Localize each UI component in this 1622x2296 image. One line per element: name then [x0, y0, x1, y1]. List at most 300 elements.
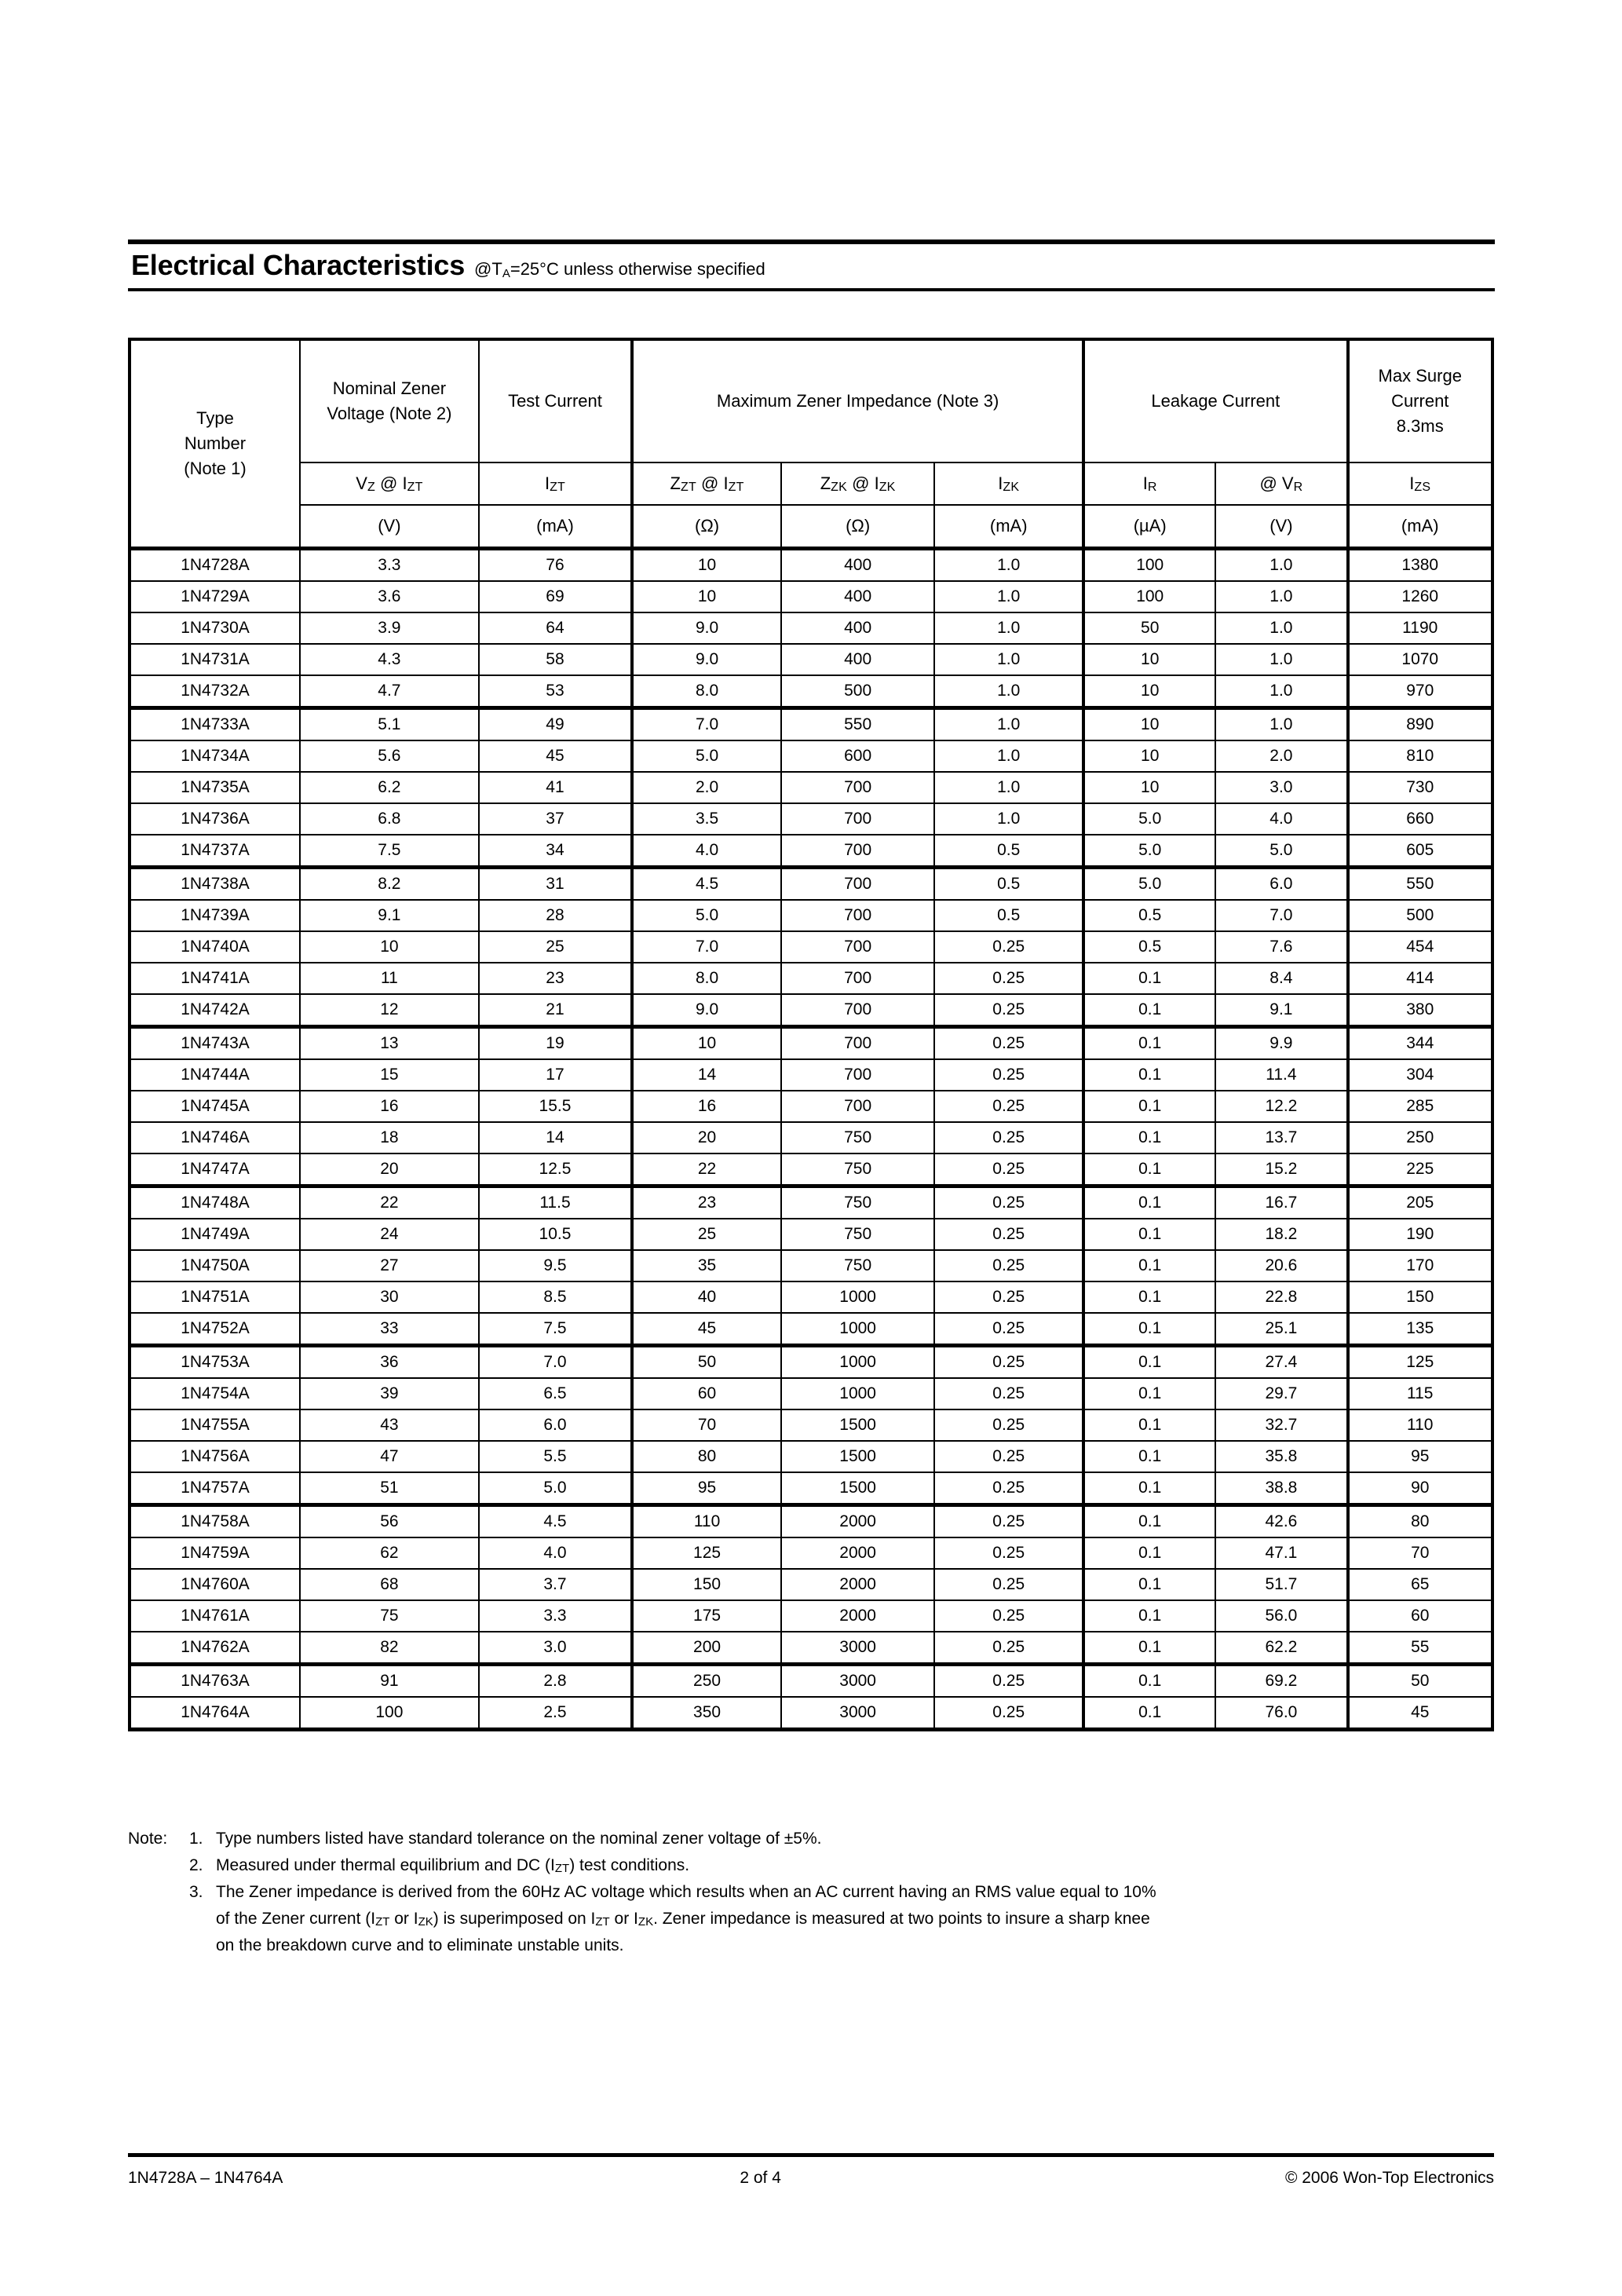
cell-izk: 1.0 — [934, 612, 1083, 644]
cell-izs: 1190 — [1348, 612, 1493, 644]
cell-ir: 0.1 — [1083, 1313, 1215, 1346]
cell-zzt: 23 — [632, 1186, 781, 1219]
cell-izt: 37 — [479, 803, 632, 835]
cell-zzt: 95 — [632, 1472, 781, 1505]
cell-zzk: 3000 — [781, 1665, 934, 1698]
cell-izt: 3.3 — [479, 1600, 632, 1632]
cell-izs: 344 — [1348, 1027, 1493, 1060]
cell-ir: 0.1 — [1083, 1472, 1215, 1505]
cell-izt: 28 — [479, 900, 632, 931]
cell-izk: 1.0 — [934, 740, 1083, 772]
cell-ir: 0.1 — [1083, 1250, 1215, 1281]
cell-izt: 3.7 — [479, 1569, 632, 1600]
cell-type-number: 1N4748A — [130, 1186, 300, 1219]
note-item-2 — [128, 1852, 1510, 1879]
type-line-1: Type — [196, 408, 234, 429]
cell-type-number: 1N4759A — [130, 1537, 300, 1569]
title-bottom-rule — [128, 288, 1495, 291]
sym-2-tail: @ I — [696, 473, 729, 493]
cell-type-number: 1N4732A — [130, 675, 300, 708]
cell-izt: 7.5 — [479, 1313, 632, 1346]
cell-izk: 0.25 — [934, 931, 1083, 963]
max-surge-line-2: Current — [1391, 391, 1449, 411]
cell-ir: 0.1 — [1083, 1122, 1215, 1153]
table-row — [130, 1697, 1492, 1730]
sym-3-tailsub: ZK — [879, 480, 896, 494]
footer-part-range: 1N4728A – 1N4764A — [128, 2169, 283, 2187]
title-row — [128, 244, 1495, 288]
header-row-groups — [130, 339, 1492, 462]
cell-type-number: 1N4756A — [130, 1441, 300, 1472]
note-3-l2-a: of the Zener current (I — [216, 1910, 376, 1929]
note-2-text-a: Measured under thermal equilibrium and DC (I — [216, 1856, 555, 1875]
unit-izk: (mA) — [934, 505, 1083, 549]
cell-ir: 10 — [1083, 644, 1215, 675]
sym-3-tail: @ I — [847, 473, 879, 493]
cell-type-number: 1N4737A — [130, 835, 300, 868]
cell-vr: 9.1 — [1215, 994, 1347, 1027]
cell-zzt: 10 — [632, 1027, 781, 1060]
cell-vr: 16.7 — [1215, 1186, 1347, 1219]
cell-izt: 2.8 — [479, 1665, 632, 1698]
cell-izt: 2.5 — [479, 1697, 632, 1730]
table-row — [130, 931, 1492, 963]
table-row — [130, 612, 1492, 644]
cell-zzk: 750 — [781, 1122, 934, 1153]
cell-zzt: 8.0 — [632, 963, 781, 994]
cell-zzk: 700 — [781, 931, 934, 963]
cell-izs: 304 — [1348, 1059, 1493, 1091]
table-head — [130, 339, 1492, 549]
cell-ir: 0.5 — [1083, 900, 1215, 931]
cell-vr: 13.7 — [1215, 1122, 1347, 1153]
cell-izs: 970 — [1348, 675, 1493, 708]
unit-zzt: (Ω) — [632, 505, 781, 549]
cell-zzt: 40 — [632, 1281, 781, 1313]
cell-izs: 730 — [1348, 772, 1493, 803]
cell-izs: 380 — [1348, 994, 1493, 1027]
cell-vz: 5.6 — [300, 740, 479, 772]
table-row — [130, 1665, 1492, 1698]
cell-zzt: 8.0 — [632, 675, 781, 708]
cell-izk: 0.25 — [934, 963, 1083, 994]
cell-izk: 0.25 — [934, 1472, 1083, 1505]
nominal-zener-line-1: Nominal Zener — [332, 378, 447, 399]
cell-izs: 115 — [1348, 1378, 1493, 1409]
col-group-max-surge-current — [1348, 339, 1493, 462]
cell-vz: 13 — [300, 1027, 479, 1060]
cell-izk: 1.0 — [934, 708, 1083, 741]
cell-izs: 65 — [1348, 1569, 1493, 1600]
cell-izk: 1.0 — [934, 644, 1083, 675]
table-row — [130, 1250, 1492, 1281]
cell-ir: 0.1 — [1083, 1697, 1215, 1730]
cell-zzk: 700 — [781, 963, 934, 994]
cell-izk: 0.25 — [934, 1250, 1083, 1281]
cell-ir: 5.0 — [1083, 835, 1215, 868]
symbol-vz-at-izt — [300, 462, 479, 505]
sym-2-main: Z — [670, 473, 681, 493]
cell-vz: 47 — [300, 1441, 479, 1472]
note-3-line-2 — [216, 1906, 1510, 1932]
cell-vz: 16 — [300, 1091, 479, 1122]
cell-type-number: 1N4733A — [130, 708, 300, 741]
cell-zzk: 700 — [781, 994, 934, 1027]
cell-type-number: 1N4739A — [130, 900, 300, 931]
cell-vz: 20 — [300, 1153, 479, 1186]
note-2-sub-a: ZT — [554, 1862, 570, 1876]
cell-vr: 3.0 — [1215, 772, 1347, 803]
note-2-number: 2. — [189, 1856, 203, 1875]
cell-izs: 660 — [1348, 803, 1493, 835]
cell-type-number: 1N4747A — [130, 1153, 300, 1186]
cell-vr: 1.0 — [1215, 675, 1347, 708]
sym-3-main: Z — [820, 473, 831, 493]
cell-vz: 56 — [300, 1505, 479, 1538]
cell-izk: 0.25 — [934, 1378, 1083, 1409]
cell-type-number: 1N4738A — [130, 868, 300, 901]
cell-zzt: 50 — [632, 1346, 781, 1379]
notes-label: Note: — [128, 1830, 168, 1848]
cell-izs: 60 — [1348, 1600, 1493, 1632]
table-row — [130, 1505, 1492, 1538]
cell-vr: 56.0 — [1215, 1600, 1347, 1632]
cell-vz: 62 — [300, 1537, 479, 1569]
cell-zzt: 14 — [632, 1059, 781, 1091]
cell-vz: 100 — [300, 1697, 479, 1730]
note-3-l2-b: or I — [389, 1910, 418, 1929]
cell-vr: 2.0 — [1215, 740, 1347, 772]
cell-vz: 27 — [300, 1250, 479, 1281]
table-row — [130, 1632, 1492, 1665]
cell-izk: 0.5 — [934, 868, 1083, 901]
table-row — [130, 772, 1492, 803]
cell-ir: 0.1 — [1083, 1665, 1215, 1698]
note-2-text-b: ) test conditions. — [569, 1856, 690, 1875]
table-row — [130, 1027, 1492, 1060]
table-row — [130, 549, 1492, 582]
cell-ir: 10 — [1083, 675, 1215, 708]
page-footer — [128, 2169, 1494, 2188]
cell-zzt: 125 — [632, 1537, 781, 1569]
notes-section — [128, 1826, 1510, 1959]
cell-izs: 190 — [1348, 1219, 1493, 1250]
cell-zzk: 700 — [781, 900, 934, 931]
cell-izt: 3.0 — [479, 1632, 632, 1665]
cell-izt: 9.5 — [479, 1250, 632, 1281]
cell-izs: 55 — [1348, 1632, 1493, 1665]
cell-zzk: 1500 — [781, 1441, 934, 1472]
unit-vz: (V) — [300, 505, 479, 549]
cell-vz: 30 — [300, 1281, 479, 1313]
nominal-zener-line-2: Voltage (Note 2) — [327, 404, 452, 423]
cell-izk: 0.25 — [934, 1281, 1083, 1313]
cell-zzt: 4.0 — [632, 835, 781, 868]
cell-izt: 4.5 — [479, 1505, 632, 1538]
cell-type-number: 1N4745A — [130, 1091, 300, 1122]
symbol-zzk-at-izk — [781, 462, 934, 505]
cell-izt: 17 — [479, 1059, 632, 1091]
cell-zzk: 750 — [781, 1153, 934, 1186]
cell-izk: 0.25 — [934, 1059, 1083, 1091]
note-3-l2-d: or I — [609, 1910, 638, 1929]
cell-izt: 6.5 — [479, 1378, 632, 1409]
cell-izs: 205 — [1348, 1186, 1493, 1219]
cell-izt: 11.5 — [479, 1186, 632, 1219]
table-row — [130, 1441, 1492, 1472]
cell-vz: 75 — [300, 1600, 479, 1632]
type-line-2: Number — [184, 433, 247, 454]
cell-izk: 0.25 — [934, 1441, 1083, 1472]
cell-zzk: 750 — [781, 1219, 934, 1250]
sym-4-sub: ZK — [1003, 480, 1020, 494]
cell-izt: 31 — [479, 868, 632, 901]
table-row — [130, 1281, 1492, 1313]
cell-type-number: 1N4736A — [130, 803, 300, 835]
cell-izs: 1260 — [1348, 581, 1493, 612]
cell-izt: 7.0 — [479, 1346, 632, 1379]
note-3-l2-e: . Zener impedance is measured at two points to insure a sharp knee — [653, 1910, 1150, 1929]
cell-type-number: 1N4734A — [130, 740, 300, 772]
cell-zzk: 700 — [781, 803, 934, 835]
cell-type-number: 1N4740A — [130, 931, 300, 963]
cell-izs: 90 — [1348, 1472, 1493, 1505]
cell-ir: 0.1 — [1083, 1091, 1215, 1122]
cell-izk: 0.25 — [934, 1537, 1083, 1569]
cell-izt: 23 — [479, 963, 632, 994]
cell-izs: 80 — [1348, 1505, 1493, 1538]
cell-zzt: 5.0 — [632, 740, 781, 772]
cell-type-number: 1N4741A — [130, 963, 300, 994]
cell-izs: 810 — [1348, 740, 1493, 772]
cell-ir: 0.1 — [1083, 994, 1215, 1027]
cell-ir: 0.1 — [1083, 1153, 1215, 1186]
cell-zzk: 400 — [781, 644, 934, 675]
table-row — [130, 868, 1492, 901]
col-group-leakage-current: Leakage Current — [1083, 339, 1347, 462]
cell-izt: 53 — [479, 675, 632, 708]
symbol-at-vr — [1215, 462, 1347, 505]
cell-zzt: 80 — [632, 1441, 781, 1472]
header-row-symbols — [130, 462, 1492, 505]
cell-type-number: 1N4754A — [130, 1378, 300, 1409]
cell-vz: 3.6 — [300, 581, 479, 612]
table-row — [130, 644, 1492, 675]
cell-vr: 62.2 — [1215, 1632, 1347, 1665]
table-row — [130, 1091, 1492, 1122]
cell-zzt: 45 — [632, 1313, 781, 1346]
table-row — [130, 1186, 1492, 1219]
cell-izs: 1380 — [1348, 549, 1493, 582]
cell-ir: 0.1 — [1083, 1027, 1215, 1060]
cell-izt: 8.5 — [479, 1281, 632, 1313]
cell-vz: 9.1 — [300, 900, 479, 931]
cell-type-number: 1N4743A — [130, 1027, 300, 1060]
cell-zzk: 700 — [781, 1059, 934, 1091]
cell-zzt: 110 — [632, 1505, 781, 1538]
sym-2-tailsub: ZT — [728, 480, 744, 494]
sym-5-sub: R — [1147, 480, 1157, 494]
cell-vz: 22 — [300, 1186, 479, 1219]
note-3-line-1: The Zener impedance is derived from the 60Hz AC voltage which results when an AC current having an RMS value equal to 10% — [216, 1883, 1156, 1902]
cell-izt: 64 — [479, 612, 632, 644]
cell-zzk: 600 — [781, 740, 934, 772]
cell-izs: 225 — [1348, 1153, 1493, 1186]
cell-zzt: 7.0 — [632, 931, 781, 963]
cell-vz: 91 — [300, 1665, 479, 1698]
cell-izt: 49 — [479, 708, 632, 741]
cell-type-number: 1N4753A — [130, 1346, 300, 1379]
cell-zzt: 25 — [632, 1219, 781, 1250]
cell-ir: 0.1 — [1083, 1378, 1215, 1409]
cell-vz: 4.3 — [300, 644, 479, 675]
table-row — [130, 1346, 1492, 1379]
cell-zzk: 700 — [781, 1091, 934, 1122]
cell-zzt: 60 — [632, 1378, 781, 1409]
cell-type-number: 1N4731A — [130, 644, 300, 675]
cell-izs: 50 — [1348, 1665, 1493, 1698]
cell-zzt: 200 — [632, 1632, 781, 1665]
cell-vz: 39 — [300, 1378, 479, 1409]
cell-zzt: 22 — [632, 1153, 781, 1186]
cell-type-number: 1N4728A — [130, 549, 300, 582]
cell-vr: 35.8 — [1215, 1441, 1347, 1472]
symbol-izk — [934, 462, 1083, 505]
cell-type-number: 1N4761A — [130, 1600, 300, 1632]
cell-type-number: 1N4749A — [130, 1219, 300, 1250]
table-row — [130, 900, 1492, 931]
cell-izk: 0.5 — [934, 900, 1083, 931]
cell-ir: 0.1 — [1083, 1059, 1215, 1091]
header-row-units — [130, 505, 1492, 549]
cell-izs: 605 — [1348, 835, 1493, 868]
note-3-l2-sub-c: ZT — [595, 1915, 610, 1929]
cell-zzk: 400 — [781, 581, 934, 612]
col-group-test-current: Test Current — [479, 339, 632, 462]
cell-vr: 12.2 — [1215, 1091, 1347, 1122]
cell-vz: 51 — [300, 1472, 479, 1505]
sym-0-sub: Z — [367, 480, 375, 494]
cell-vr: 47.1 — [1215, 1537, 1347, 1569]
cell-type-number: 1N4755A — [130, 1409, 300, 1441]
cell-vr: 1.0 — [1215, 581, 1347, 612]
cell-izs: 285 — [1348, 1091, 1493, 1122]
cell-ir: 0.1 — [1083, 1281, 1215, 1313]
cell-vz: 18 — [300, 1122, 479, 1153]
cell-type-number: 1N4746A — [130, 1122, 300, 1153]
cell-izs: 500 — [1348, 900, 1493, 931]
table-row — [130, 994, 1492, 1027]
cell-vr: 22.8 — [1215, 1281, 1347, 1313]
cell-vz: 4.7 — [300, 675, 479, 708]
cell-zzk: 400 — [781, 612, 934, 644]
cell-izs: 45 — [1348, 1697, 1493, 1730]
cell-zzk: 1500 — [781, 1472, 934, 1505]
unit-ir: (µA) — [1083, 505, 1215, 549]
cell-zzk: 700 — [781, 772, 934, 803]
cell-type-number: 1N4758A — [130, 1505, 300, 1538]
sym-7-main: I — [1409, 473, 1415, 493]
cell-izt: 10.5 — [479, 1219, 632, 1250]
note-3-line-3: on the breakdown curve and to eliminate unstable units. — [216, 1936, 624, 1955]
cell-zzt: 5.0 — [632, 900, 781, 931]
cell-izk: 0.25 — [934, 1569, 1083, 1600]
cell-ir: 0.1 — [1083, 1409, 1215, 1441]
cell-izt: 25 — [479, 931, 632, 963]
cell-vr: 27.4 — [1215, 1346, 1347, 1379]
note-3-l2-sub-b: ZK — [418, 1915, 433, 1929]
cell-zzk: 700 — [781, 868, 934, 901]
table-row — [130, 803, 1492, 835]
cell-zzt: 9.0 — [632, 644, 781, 675]
table-body — [130, 549, 1492, 1730]
cell-zzk: 700 — [781, 835, 934, 868]
cell-zzk: 2000 — [781, 1505, 934, 1538]
cell-zzt: 250 — [632, 1665, 781, 1698]
cell-vr: 1.0 — [1215, 644, 1347, 675]
page-subtitle — [474, 259, 765, 280]
cell-vz: 7.5 — [300, 835, 479, 868]
cell-ir: 100 — [1083, 581, 1215, 612]
cell-ir: 0.1 — [1083, 963, 1215, 994]
cell-ir: 10 — [1083, 708, 1215, 741]
cell-ir: 100 — [1083, 549, 1215, 582]
cell-izk: 1.0 — [934, 803, 1083, 835]
cell-zzt: 10 — [632, 581, 781, 612]
cell-izs: 125 — [1348, 1346, 1493, 1379]
cell-vz: 6.2 — [300, 772, 479, 803]
unit-izt: (mA) — [479, 505, 632, 549]
cell-izs: 170 — [1348, 1250, 1493, 1281]
cell-zzk: 1000 — [781, 1281, 934, 1313]
cell-zzk: 1000 — [781, 1378, 934, 1409]
cell-izk: 1.0 — [934, 772, 1083, 803]
cell-type-number: 1N4735A — [130, 772, 300, 803]
cell-vr: 7.6 — [1215, 931, 1347, 963]
note-1-text: Type numbers listed have standard tolerance on the nominal zener voltage of ±5%. — [216, 1830, 822, 1848]
cell-zzt: 175 — [632, 1600, 781, 1632]
sym-6-main: @ V — [1259, 473, 1294, 493]
cell-zzt: 4.5 — [632, 868, 781, 901]
table-row — [130, 675, 1492, 708]
cell-izk: 0.25 — [934, 1505, 1083, 1538]
cell-ir: 0.1 — [1083, 1537, 1215, 1569]
cell-izt: 5.0 — [479, 1472, 632, 1505]
table-row — [130, 1472, 1492, 1505]
cell-zzt: 9.0 — [632, 612, 781, 644]
cell-izk: 0.25 — [934, 1346, 1083, 1379]
cell-zzt: 35 — [632, 1250, 781, 1281]
cell-izk: 0.25 — [934, 1091, 1083, 1122]
table-row — [130, 1153, 1492, 1186]
cell-izt: 15.5 — [479, 1091, 632, 1122]
footer-page-number: 2 of 4 — [740, 2169, 781, 2187]
cell-type-number: 1N4762A — [130, 1632, 300, 1665]
footer-rule — [128, 2153, 1494, 2157]
cell-vr: 8.4 — [1215, 963, 1347, 994]
cell-zzk: 2000 — [781, 1569, 934, 1600]
cell-vr: 69.2 — [1215, 1665, 1347, 1698]
table-row — [130, 740, 1492, 772]
cell-izk: 0.25 — [934, 994, 1083, 1027]
cell-type-number: 1N4764A — [130, 1697, 300, 1730]
cell-zzt: 20 — [632, 1122, 781, 1153]
cell-ir: 0.1 — [1083, 1219, 1215, 1250]
max-surge-line-1: Max Surge — [1378, 366, 1462, 386]
symbol-zzt-at-izt — [632, 462, 781, 505]
cell-zzk: 550 — [781, 708, 934, 741]
cell-vr: 38.8 — [1215, 1472, 1347, 1505]
